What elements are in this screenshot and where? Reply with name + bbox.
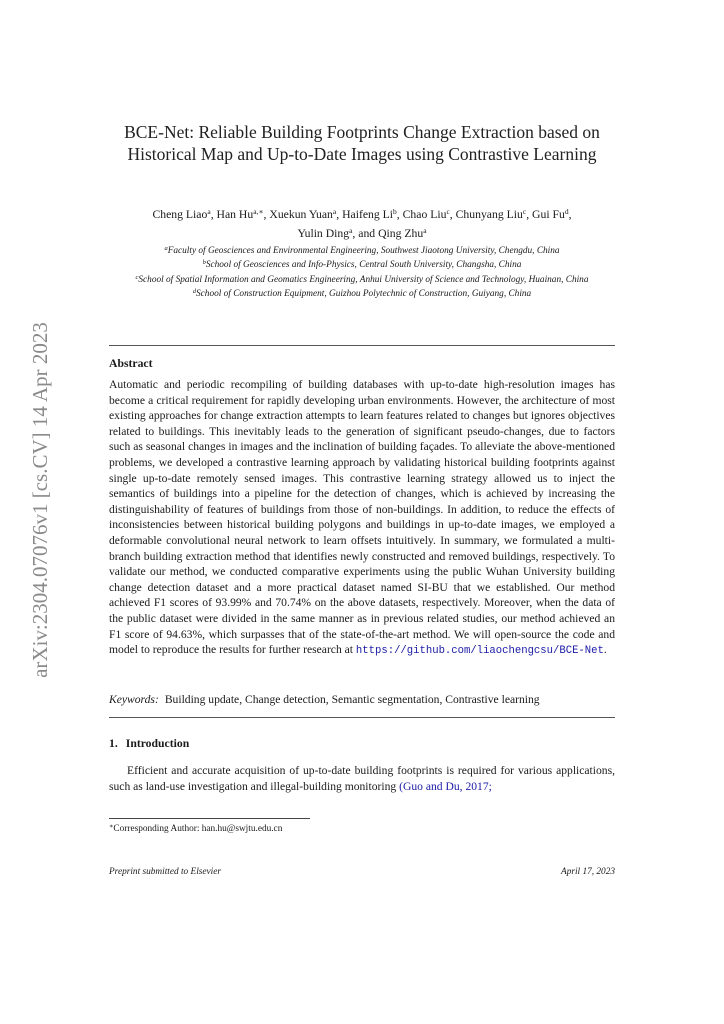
abstract-top-rule: [109, 345, 615, 346]
keywords-text: Building update, Change detection, Semantic segmentation, Contrastive learning: [164, 693, 540, 706]
footnote: ∗Corresponding Author: han.hu@swjtu.edu.cn: [109, 823, 283, 834]
author-line-2: [109, 223, 615, 242]
affiliation: $^d$School of Construction Equipment, Guizhou Polytechnic of Construction, Guiyang, China: [192, 288, 532, 300]
affiliation-list: [109, 243, 615, 301]
paper-title: BCE-Net: Reliable Building Footprints Change Extraction based on Historical Map and Up-to-Date Images using Contrastive Learning: [124, 122, 600, 164]
author: Gui Fu$^d$,: [532, 207, 572, 221]
keywords-line: [109, 692, 615, 708]
author: Xuekun Yuan$^a$,: [269, 207, 343, 221]
citation-link[interactable]: (Guo and Du, 2017;: [399, 779, 492, 793]
abstract-bottom-rule: [109, 717, 615, 718]
author: Chao Liu$^c$,: [402, 207, 456, 221]
author: Haifeng Li$^b$,: [342, 207, 403, 221]
author: Han $Hu^{a,∗}$,: [216, 207, 270, 221]
footnote-rule: [109, 818, 310, 819]
author: Yulin Ding$^a$, and: [297, 225, 379, 240]
arxiv-identifier-stamp: arXiv:2304.07076v1 [cs.CV] 14 Apr 2023: [28, 322, 52, 678]
affiliation: $^c$School of Spatial Information and Geomatics Engineering, Anhui University of Science and Technology, Huainan, China: [135, 273, 589, 285]
author-list: [109, 204, 615, 241]
affiliation: $^a$Faculty of Geosciences and Environmental Engineering, Southwest Jiaotong University, Chengdu, China: [164, 245, 560, 256]
affiliation: $^b$School of Geosciences and Info-Physics, Central South University, Changsha, China: [202, 259, 522, 271]
abstract-heading: Abstract: [109, 357, 153, 370]
introduction-paragraph: Efficient and accurate acquisition of up-to-date building footprints is required for various applications, such as land-use investigation and illegal-building monitoring (Guo and Du, 2017;: [109, 764, 615, 793]
preprint-note: Preprint submitted to Elsevier: [109, 867, 221, 877]
author: Cheng Liao$^a$,: [152, 207, 217, 221]
footer-date: April 17, 2023: [561, 867, 615, 877]
author: Chunyang Liu$^c$,: [455, 207, 533, 221]
section-heading-introduction: 1. Introduction: [109, 737, 190, 750]
keywords-label: Keywords:: [109, 693, 159, 706]
code-repository-link[interactable]: https://github.com/liaochengcsu/BCE-Net: [355, 645, 604, 658]
abstract-text: Automatic and periodic recompiling of building databases with up-to-date high-resolution images has become a critical requirement for rapidly developing urban environments. However, the architecture of most existing approaches for change extraction attempts to learn features related to changes but ignores objectives related to buildings. This inevitably leads to the generation of significant pseudo-changes, due to factors such as seasonal changes in images and the inclination of building façades. To alleviate the above-mentioned problems, we developed a contrastive learning approach by validating historical building footprints against single up-to-date remotely sensed images. This contrastive learning strategy allowed us to inject the semantics of buildings into a pipeline for the detection of changes, which is achieved by increasing the distinguishability of features of buildings from those of non-buildings. In addition, to reduce the effects of inconsistencies between historical building polygons and buildings in up-to-date images, we employed a deformable convolutional neural network to learn offsets intuitively. In summary, we formulated a multi-branch building extraction method that identifies newly constructed and removed buildings, respectively. To validate our method, we conducted comparative experiments using the public Wuhan University building change detection dataset and a more practical dataset named SI-BU that we established. Our method achieved F1 scores of 93.99% and 70.74% on the above datasets, respectively. Moreover, when the data of the public dataset were divided in the same manner as in previous related studies, our method achieved an F1 score of 94.63%, which surpasses that of the state-of-the-art method. We will open-source the code and model to reproduce the results for further research at https://github.com/liaochengcsu/BCE-Net.: [109, 378, 615, 658]
author: Qing Zhu$^a$: [378, 225, 427, 240]
author-line-1: [109, 204, 615, 223]
